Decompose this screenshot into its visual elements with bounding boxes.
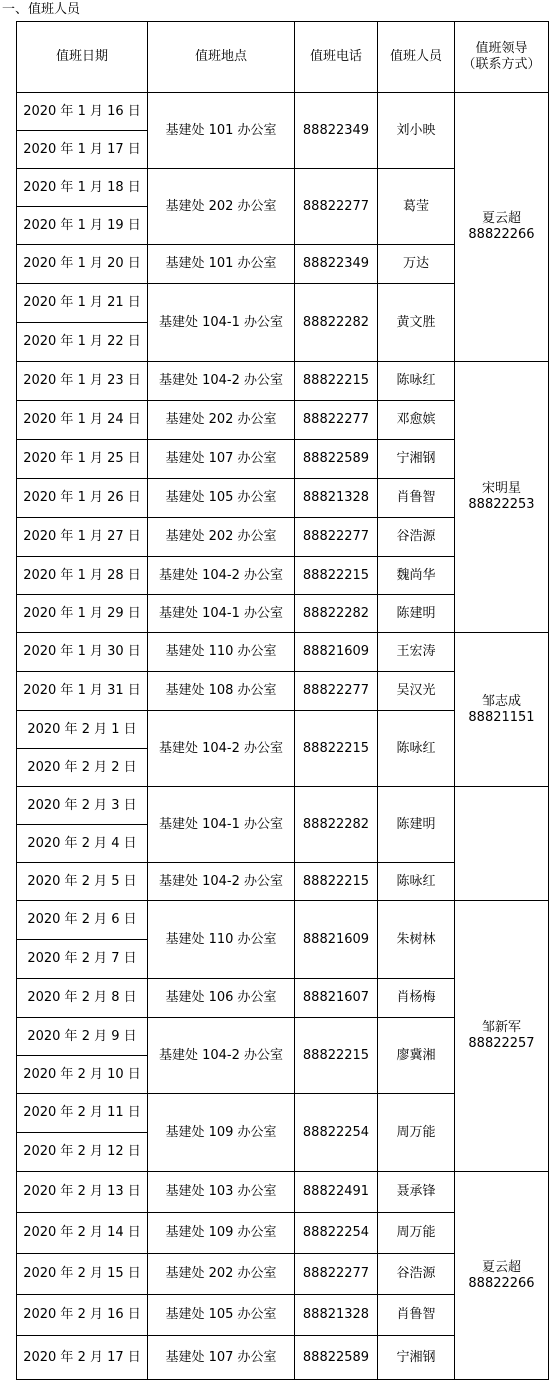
header-leader-title: 值班领导 [475, 41, 528, 56]
duty-location: 基建处 108 办公室 [148, 672, 295, 711]
leader-phone: 88822266 [468, 1275, 535, 1291]
duty-date: 2020 年 1 月 28 日 [17, 557, 148, 595]
duty-location: 基建处 202 办公室 [148, 1254, 295, 1295]
duty-location: 基建处 107 办公室 [148, 440, 295, 479]
duty-location: 基建处 104-2 办公室 [148, 863, 295, 901]
duty-location: 基建处 105 办公室 [148, 479, 295, 518]
duty-date: 2020 年 2 月 4 日 [17, 825, 148, 863]
duty-person: 谷浩源 [378, 1254, 455, 1295]
duty-date: 2020 年 1 月 23 日 [17, 362, 148, 401]
duty-phone: 88822215 [295, 1018, 378, 1094]
duty-leader [455, 787, 549, 901]
duty-person: 万达 [378, 245, 455, 284]
duty-date: 2020 年 1 月 25 日 [17, 440, 148, 479]
duty-phone: 88822277 [295, 169, 378, 245]
leader-phone: 88822266 [468, 227, 535, 242]
duty-date: 2020 年 2 月 1 日 [17, 711, 148, 749]
duty-date: 2020 年 1 月 19 日 [17, 207, 148, 245]
duty-phone: 88822349 [295, 93, 378, 169]
duty-phone: 88822349 [295, 245, 378, 284]
table-row [17, 362, 549, 401]
duty-date: 2020 年 1 月 29 日 [17, 595, 148, 633]
duty-location: 基建处 106 办公室 [148, 979, 295, 1018]
duty-date: 2020 年 2 月 6 日 [17, 901, 148, 940]
duty-leader [455, 1172, 549, 1380]
duty-phone: 88822215 [295, 362, 378, 401]
header-date: 值班日期 [17, 22, 148, 93]
leader-phone: 88822257 [468, 1036, 535, 1051]
duty-location: 基建处 109 办公室 [148, 1094, 295, 1172]
table-row [17, 633, 549, 672]
duty-person: 魏尚华 [378, 557, 455, 595]
duty-phone: 88822277 [295, 401, 378, 440]
duty-date: 2020 年 1 月 31 日 [17, 672, 148, 711]
duty-phone: 88822277 [295, 518, 378, 557]
duty-phone: 88822254 [295, 1213, 378, 1254]
duty-date: 2020 年 2 月 13 日 [17, 1172, 148, 1213]
duty-person: 廖冀湘 [378, 1018, 455, 1094]
duty-phone: 88822277 [295, 1254, 378, 1295]
duty-phone: 88821328 [295, 1295, 378, 1336]
duty-person: 肖鲁智 [378, 479, 455, 518]
leader-name: 夏云超 [481, 1259, 521, 1275]
duty-date: 2020 年 2 月 16 日 [17, 1295, 148, 1336]
duty-location: 基建处 104-2 办公室 [148, 1018, 295, 1094]
duty-phone: 88822254 [295, 1094, 378, 1172]
duty-location: 基建处 202 办公室 [148, 401, 295, 440]
header-leader-subtitle: （联系方式） [462, 57, 541, 72]
duty-phone: 88822589 [295, 1336, 378, 1380]
section-title: 一、值班人员 [2, 2, 81, 17]
header-person: 值班人员 [378, 22, 455, 93]
duty-date: 2020 年 1 月 30 日 [17, 633, 148, 672]
duty-leader [455, 633, 549, 787]
duty-person: 肖鲁智 [378, 1295, 455, 1336]
duty-person: 陈咏红 [378, 711, 455, 787]
table-row [17, 901, 549, 940]
duty-location: 基建处 107 办公室 [148, 1336, 295, 1380]
duty-date: 2020 年 2 月 15 日 [17, 1254, 148, 1295]
duty-date: 2020 年 1 月 21 日 [17, 284, 148, 323]
duty-person: 葛莹 [378, 169, 455, 245]
table-row [17, 1172, 549, 1213]
duty-location: 基建处 104-2 办公室 [148, 362, 295, 401]
duty-date: 2020 年 2 月 14 日 [17, 1213, 148, 1254]
duty-person: 陈咏红 [378, 863, 455, 901]
duty-person: 王宏涛 [378, 633, 455, 672]
duty-person: 邓愈嫔 [378, 401, 455, 440]
duty-date: 2020 年 1 月 16 日 [17, 93, 148, 131]
table-header-row [17, 22, 549, 93]
duty-leader [455, 362, 549, 633]
duty-person: 宁湘钢 [378, 440, 455, 479]
duty-person: 陈建明 [378, 787, 455, 863]
duty-phone: 88822282 [295, 787, 378, 863]
header-phone: 值班电话 [295, 22, 378, 93]
duty-location: 基建处 110 办公室 [148, 901, 295, 979]
duty-location: 基建处 103 办公室 [148, 1172, 295, 1213]
leader-name: 邹新军 [481, 1020, 521, 1035]
duty-person: 陈建明 [378, 595, 455, 633]
duty-location: 基建处 101 办公室 [148, 245, 295, 284]
duty-date: 2020 年 2 月 2 日 [17, 749, 148, 787]
duty-person: 周万能 [378, 1094, 455, 1172]
duty-phone: 88822491 [295, 1172, 378, 1213]
duty-phone: 88821328 [295, 479, 378, 518]
duty-phone: 88822282 [295, 595, 378, 633]
duty-date: 2020 年 2 月 9 日 [17, 1018, 148, 1056]
duty-location: 基建处 109 办公室 [148, 1213, 295, 1254]
duty-phone: 88822282 [295, 284, 378, 362]
duty-person: 黄文胜 [378, 284, 455, 362]
duty-date: 2020 年 1 月 18 日 [17, 169, 148, 207]
duty-phone: 88822215 [295, 557, 378, 595]
duty-location: 基建处 104-1 办公室 [148, 787, 295, 863]
leader-name: 宋明星 [481, 481, 521, 496]
duty-location: 基建处 202 办公室 [148, 169, 295, 245]
table-row [17, 93, 549, 131]
duty-person: 陈咏红 [378, 362, 455, 401]
leader-phone: 88822253 [468, 497, 535, 512]
duty-phone: 88821609 [295, 633, 378, 672]
leader-phone: 88821151 [468, 709, 535, 725]
duty-location: 基建处 104-2 办公室 [148, 557, 295, 595]
duty-person: 聂承锋 [378, 1172, 455, 1213]
duty-person: 宁湘钢 [378, 1336, 455, 1380]
duty-phone: 88822589 [295, 440, 378, 479]
duty-person: 吴汉光 [378, 672, 455, 711]
duty-date: 2020 年 1 月 26 日 [17, 479, 148, 518]
duty-date: 2020 年 1 月 20 日 [17, 245, 148, 284]
duty-phone: 88821609 [295, 901, 378, 979]
duty-location: 基建处 202 办公室 [148, 518, 295, 557]
duty-date: 2020 年 2 月 17 日 [17, 1336, 148, 1380]
duty-date: 2020 年 2 月 10 日 [17, 1056, 148, 1094]
duty-phone: 88822215 [295, 863, 378, 901]
leader-name: 夏云超 [481, 211, 521, 226]
leader-name: 邹志成 [481, 693, 521, 709]
duty-location: 基建处 110 办公室 [148, 633, 295, 672]
duty-date: 2020 年 2 月 8 日 [17, 979, 148, 1018]
duty-date: 2020 年 1 月 17 日 [17, 131, 148, 169]
duty-date: 2020 年 2 月 11 日 [17, 1094, 148, 1133]
duty-person: 周万能 [378, 1213, 455, 1254]
duty-date: 2020 年 2 月 7 日 [17, 940, 148, 979]
duty-location: 基建处 105 办公室 [148, 1295, 295, 1336]
duty-roster-table [16, 21, 549, 1380]
duty-location: 基建处 104-1 办公室 [148, 595, 295, 633]
duty-location: 基建处 104-2 办公室 [148, 711, 295, 787]
duty-leader [455, 93, 549, 362]
duty-phone: 88822215 [295, 711, 378, 787]
duty-person: 谷浩源 [378, 518, 455, 557]
duty-person: 刘小映 [378, 93, 455, 169]
duty-person: 肖杨梅 [378, 979, 455, 1018]
duty-location: 基建处 101 办公室 [148, 93, 295, 169]
duty-date: 2020 年 1 月 27 日 [17, 518, 148, 557]
duty-leader [455, 901, 549, 1172]
header-location: 值班地点 [148, 22, 295, 93]
header-leader [455, 22, 549, 93]
duty-location: 基建处 104-1 办公室 [148, 284, 295, 362]
table-row [17, 787, 549, 825]
duty-date: 2020 年 1 月 22 日 [17, 323, 148, 362]
duty-date: 2020 年 1 月 24 日 [17, 401, 148, 440]
duty-date: 2020 年 2 月 12 日 [17, 1133, 148, 1172]
duty-date: 2020 年 2 月 3 日 [17, 787, 148, 825]
duty-person: 朱树林 [378, 901, 455, 979]
duty-date: 2020 年 2 月 5 日 [17, 863, 148, 901]
duty-phone: 88822277 [295, 672, 378, 711]
duty-phone: 88821607 [295, 979, 378, 1018]
